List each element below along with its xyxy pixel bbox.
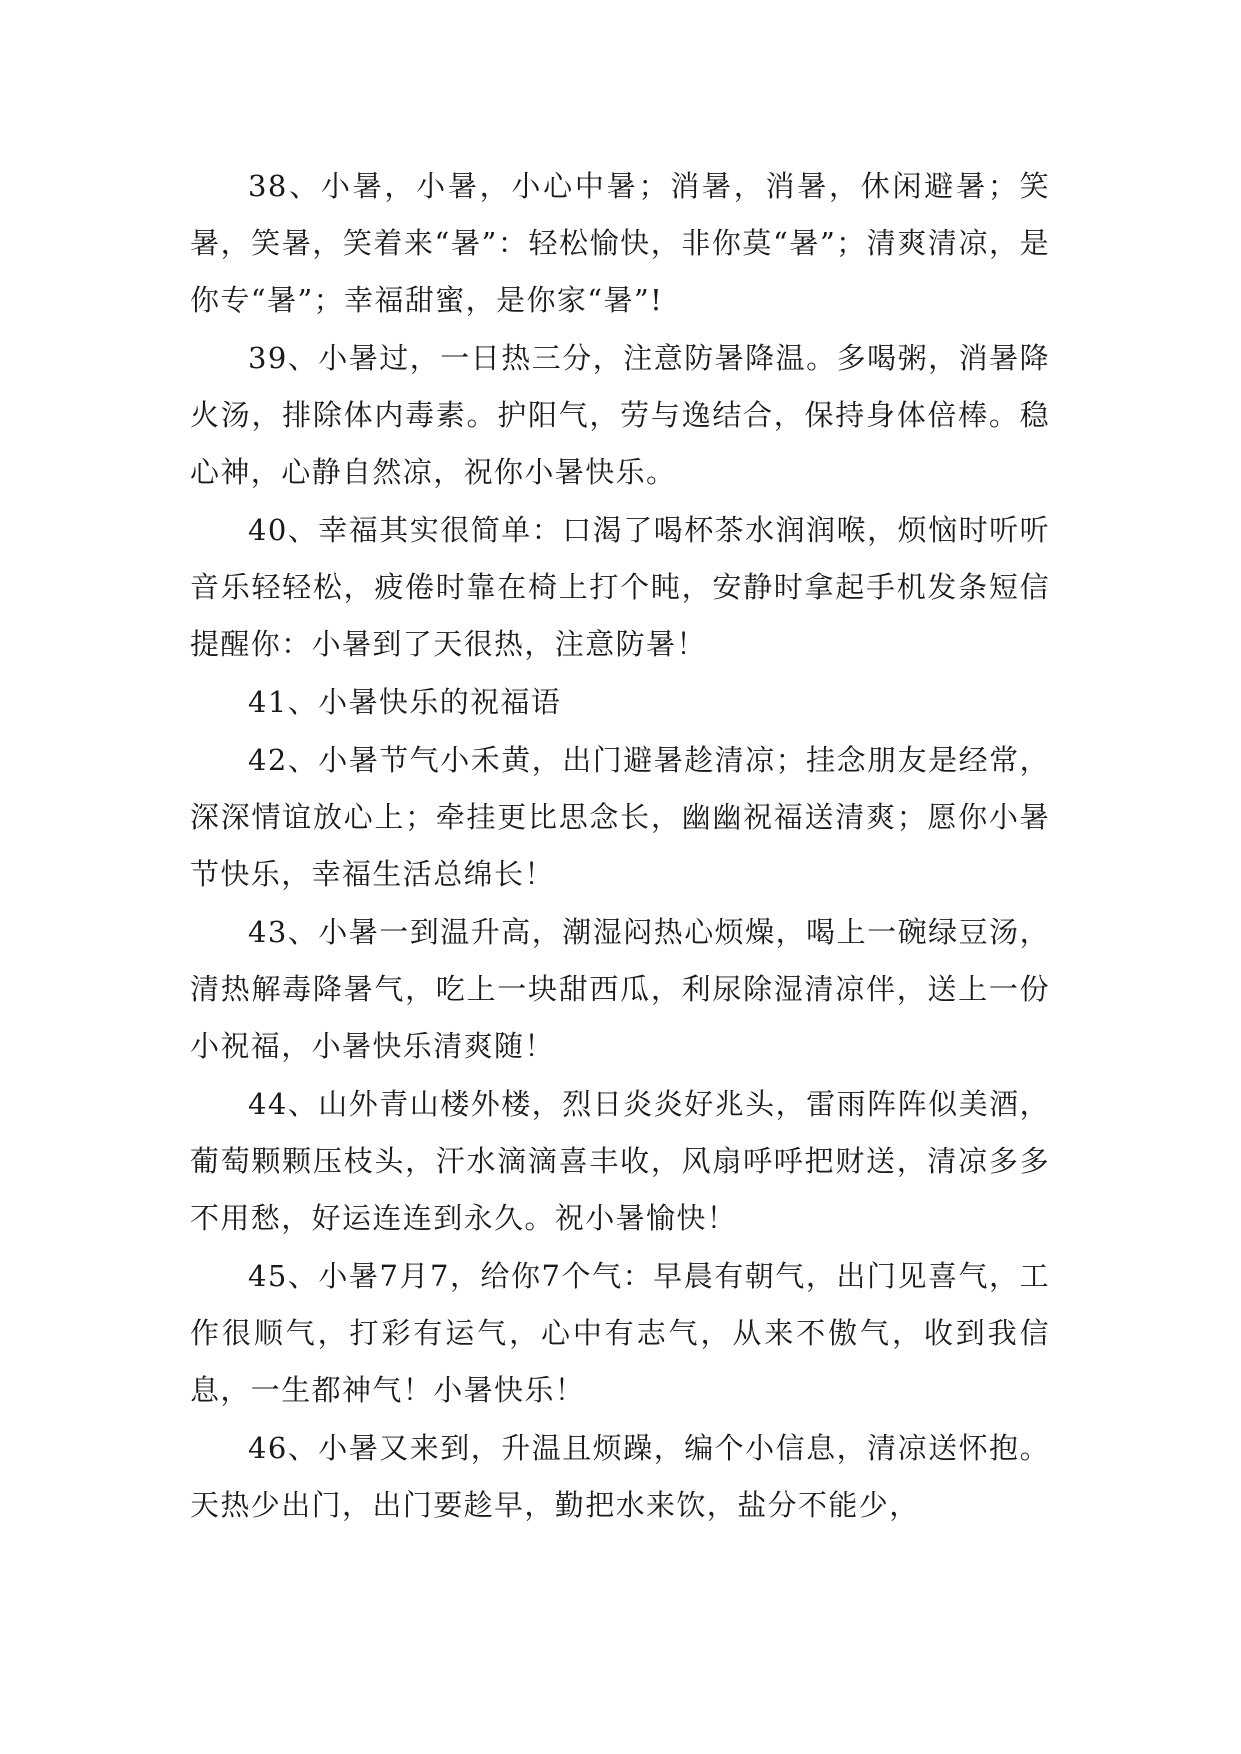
paragraph-40: 40、幸福其实很简单：口渴了喝杯茶水润润喉，烦恼时听听音乐轻轻松，疲倦时靠在椅上打个盹，安静时拿起手机发条短信提醒你：小暑到了天很热，注意防暑！ <box>190 513 1050 661</box>
paragraph-43: 43、小暑一到温升高，潮湿闷热心烦燥，喝上一碗绿豆汤，清热解毒降暑气，吃上一块甜西瓜，利尿除湿清凉伴，送上一份小祝福，小暑快乐清爽随！ <box>190 915 1050 1063</box>
paragraph-45: 45、小暑7月7，给你7个气：早晨有朝气，出门见喜气，工作很顺气，打彩有运气，心中有志气，从来不傲气，收到我信息，一生都神气！小暑快乐！ <box>190 1259 1050 1407</box>
document-body <box>190 158 1050 1535</box>
paragraph-46: 46、小暑又来到，升温且烦躁，编个小信息，清凉送怀抱。天热少出门，出门要趁早，勤把水来饮，盐分不能少， <box>190 1431 1050 1522</box>
paragraph-41: 41、小暑快乐的祝福语 <box>248 685 562 719</box>
paragraph-42: 42、小暑节气小禾黄，出门避暑趁清凉；挂念朋友是经常，深深情谊放心上；牵挂更比思念长，幽幽祝福送清爽；愿你小暑节快乐，幸福生活总绵长！ <box>190 743 1050 891</box>
paragraph-44: 44、山外青山楼外楼，烈日炎炎好兆头，雷雨阵阵似美酒，葡萄颗颗压枝头，汗水滴滴喜丰收，风扇呼呼把财送，清凉多多不用愁，好运连连到永久。祝小暑愉快！ <box>190 1087 1050 1235</box>
paragraph-38: 38、小暑，小暑，小心中暑；消暑，消暑，休闲避暑；笑暑，笑暑，笑着来“暑”：轻松愉快，非你莫“暑”；清爽清凉，是你专“暑”；幸福甜蜜，是你家“暑”! <box>190 169 1050 317</box>
paragraph-39: 39、小暑过，一日热三分，注意防暑降温。多喝粥，消暑降火汤，排除体内毒素。护阳气，劳与逸结合，保持身体倍棒。稳心神，心静自然凉，祝你小暑快乐。 <box>190 341 1050 489</box>
